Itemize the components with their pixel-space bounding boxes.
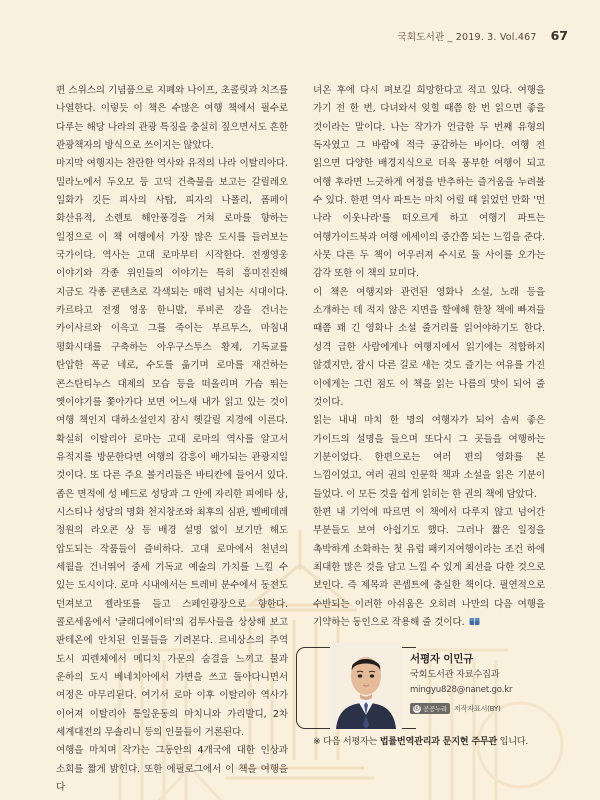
reviewer-name: 서평자 이민규 (410, 653, 474, 665)
copyright-icon: ⓒ (413, 704, 420, 712)
reviewer-card (358, 655, 546, 727)
license-chip (410, 703, 450, 714)
reviewer-info (410, 651, 550, 714)
paragraph: 녀온 후에 다시 펴보길 희망한다고 적고 있다. 여행을 가기 전 한 번, 다녀와서 잊힐 때쯤 한 번 읽으면 좋을 것이라는 말이다. 나는 작가가 언급한 두 번째 유형의 독자였고 그 바람에 적극 공감하는 바이다. 여행 전 읽으면 다양한 배경지식으로 더욱 풍부한 여행이 되고 여행 후라면 느긋하게 여정을 반추하는 즐거움을 누려볼 수 있다. 한편 역사 파트는 마치 어릴 때 읽었던 만화 '먼 나라 이웃나라'를 떠오르게 하고 여행기 파트는 여행가이드북과 여행 에세이의 중간쯤 되는 느낌을 준다. 사뭇 다른 두 책이 어우러져 수시로 둘 사이를 오가는 감각 또한 이 책의 묘미다. (313, 85, 545, 280)
paragraph-final (313, 504, 545, 632)
license-chip-label: 공공누리 (423, 705, 447, 713)
reviewer-email[interactable]: mingyu828@nanet.go.kr (410, 685, 513, 695)
footer-note-suffix: 입니다. (497, 736, 528, 747)
footer-note (313, 733, 528, 747)
publication-info: 국회도서관 _ 2019. 3. Vol.467 (397, 32, 537, 43)
running-head (397, 28, 568, 43)
license-badge (410, 703, 550, 714)
paragraph: 이 책은 여행지와 관련된 영화나 소설, 노래 등을 소개하는 데 적지 않은 지면을 할애해 한창 책에 빠져들 때쯤 꽤 긴 영화나 소설 줄거리를 읽어야하기도 한다. 성격 급한 사람에게나 여행지에서 읽기에는 적합하지 않겠지만, 잠시 다른 길로 새는 것도 즐기는 여유를 가진 이에게는 그런 점도 이 책을 읽는 나름의 맛이 되어 줄 것이다. (313, 286, 545, 408)
page-number: 67 (550, 28, 568, 43)
paragraph: 편 스위스의 기념품으로 지폐와 나이프, 초콜릿과 치즈를 나열한다. 이렇듯 이 책은 수많은 여행 책에서 필수로 다루는 해당 나라의 관광 특징을 충실히 짚으면서도 흔한 관광책자의 방식으로 쓰이지는 않았다. (56, 85, 288, 152)
footer-note-emphasis: 법률번역관리과 문지현 주무관 (379, 736, 497, 747)
paragraph: 마지막 여행지는 찬란한 역사와 유적의 나라 이탈리아다. 밀라노에서 두오모 등 고딕 건축물을 보고는 갈릴레오 일화가 깃든 피사의 사탑, 피자의 나폴리, 폼페이 화산유적, 소렌토 해안풍경을 거쳐 로마를 향하는 일정으로 이 책 여행에서 가장 많은 도시를 들러보는 국가이다. 역사는 고대 로마부터 시작한다. 전쟁영웅 이야기와 각종 위인들의 이야기는 특히 흥미진진해 지금도 각종 콘텐츠로 각색되는 매력 넘치는 시대이다. 카르타고 전쟁 영웅 한니발, 루비콘 강을 건너는 카이사르와 이윽고 그를 죽이는 부르투스, 마침내 평화시대를 구축하는 아우구스투스 황제, 기독교를 탄압한 폭군 네로, 수도를 옮기며 로마를 재건하는 콘스탄티누스 대제의 모습 등을 떠올리며 가슴 뛰는 옛이야기를 쫓아가다 보면 어느새 내가 읽고 있는 것이 여행 책인지 대하소설인지 잠시 헷갈릴 지경에 이른다. 확실히 이탈리아 로마는 고대 로마의 역사를 알고서 유적지를 방문한다면 여행의 감흥이 배가되는 관광지일 것이다. 또 다른 주요 볼거리들은 바티칸에 들어서 있다. 좁은 면적에 성 베드로 성당과 그 안에 자리한 피에타 상, 시스티나 성당의 명화 천지창조와 최후의 심판, 벨베데레 정원의 라오콘 상 등 배경 설명 없이 보기만 해도 압도되는 작품들이 즐비하다. 고대 로마에서 천년의 세월을 건너뛰어 중세 기독교 예술의 가치를 느낄 수 있는 도시이다. 로마 시내에서는 트레비 분수에서 동전도 던져보고 젤라또를 들고 스페인광장으로 향한다. 콜로세움에서 '글래디에이터'의 검투사들을 상상해 보고 판테온에 안치된 인물들을 기려본다. 르네상스의 주역 도시 피렌체에서 메디치 가문의 숨결을 느끼고 물과 운하의 도시 베네치아에서 가면을 쓰고 돌아다니면서 여정은 마무리된다. 여기서 로마 이후 이탈리아 역사가 이어져 이탈리아 통일운동의 마치니와 가리발디, 2차 세계대전의 무솔리니 등의 인물들이 거론된다. (56, 158, 288, 739)
book-endmark-icon (469, 617, 480, 626)
paragraph: 여행을 마치며 작가는 그동안의 4개국에 대한 인상과 소회를 짧게 밝힌다. 또한 에필로그에서 이 책을 여행을 다 (56, 745, 288, 794)
left-column (56, 82, 288, 797)
paragraph-text: 한편 내 기억에 따르면 이 책에서 다루지 않고 넘어간 부분들도 보여 아쉽기도 했다. 그러나 짧은 일정을 촉박하게 소화하는 첫 유럽 패키지여행이라는 조건 하에 최대한 많은 것을 담고 느낄 수 있게 최선을 다한 것으로 보인다. 즉 제목과 콘셉트에 충실한 책이다. 필연적으로 수반되는 이러한 아쉬움은 오히려 나만의 다음 여행을 기약하는 동인으로 작용해 줄 것이다. (313, 506, 545, 628)
reviewer-portrait (330, 643, 402, 729)
license-label: 저작자표시(BY) (453, 703, 501, 713)
reviewer-department: 국회도서관 자료수집과 (410, 669, 500, 680)
paragraph: 읽는 내내 마치 한 명의 여행자가 되어 솜씨 좋은 가이드의 설명을 들으며 또다시 그 곳들을 여행하는 기분이었다. 한편으로는 여러 편의 영화를 본 느낌이었고, 여러 권의 인문학 책과 소설을 읽은 기분이 들었다. 이 모든 것을 쉽게 읽히는 한 권의 책에 담았다. (313, 415, 545, 500)
footer-note-prefix: ※ 다음 서평자는 (313, 736, 380, 747)
